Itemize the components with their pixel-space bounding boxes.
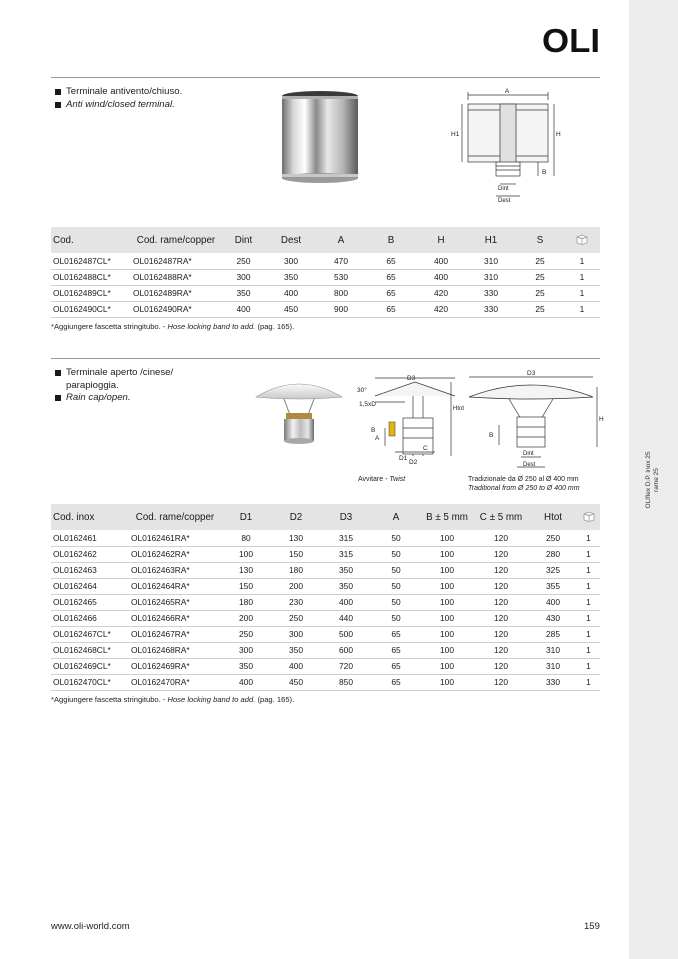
table-cell: 400	[416, 269, 466, 285]
sidebar-label-line1: OLIflex D.P. inox 25	[645, 451, 652, 509]
svg-text:1,5xD: 1,5xD	[359, 401, 376, 408]
table-cell: 120	[473, 610, 529, 626]
table-cell: OL0162468CL*	[51, 642, 129, 658]
table-cell: 1	[577, 658, 600, 674]
table-cell: 100	[421, 642, 473, 658]
col-header: D2	[271, 504, 321, 530]
table-cell: 530	[316, 269, 366, 285]
col-header: Dint	[221, 227, 266, 253]
svg-text:D2: D2	[409, 459, 418, 466]
svg-text:B: B	[489, 432, 494, 439]
table-cell: OL0162470RA*	[129, 674, 221, 690]
table-header-row	[51, 227, 600, 253]
table-row	[51, 674, 600, 690]
note-it: *Aggiungere fascetta stringitubo.	[51, 695, 161, 704]
oli-logo	[542, 22, 602, 56]
table-cell: 65	[366, 253, 416, 269]
col-header: Cod.	[51, 227, 131, 253]
svg-text:OLI: OLI	[542, 22, 600, 56]
table-cell: OL0162462	[51, 546, 129, 562]
col-header: D3	[321, 504, 371, 530]
table-cell: 120	[473, 626, 529, 642]
closed-terminal-photo	[280, 88, 360, 188]
package-icon	[564, 227, 600, 253]
table-row	[51, 578, 600, 594]
table-cell: OL0162487CL*	[51, 253, 131, 269]
rain-cap-table	[51, 504, 600, 691]
table-cell: 100	[421, 578, 473, 594]
table-cell: 900	[316, 301, 366, 317]
section2-title-it-1: Terminale aperto /cinese/	[66, 367, 174, 378]
table-cell: OL0162468RA*	[129, 642, 221, 658]
table-cell: 400	[221, 674, 271, 690]
section1-title	[55, 86, 182, 111]
svg-text:Dest: Dest	[523, 462, 536, 468]
table-cell: 120	[473, 642, 529, 658]
table-cell: 330	[466, 285, 516, 301]
table-cell: 65	[371, 674, 421, 690]
table-cell: 250	[529, 530, 577, 546]
table-cell: 1	[577, 674, 600, 690]
col-header: S	[516, 227, 564, 253]
table-cell: OL0162470CL*	[51, 674, 129, 690]
bullet-icon	[55, 102, 61, 108]
table-cell: 250	[271, 610, 321, 626]
table-cell: 65	[371, 626, 421, 642]
closed-terminal-diagram	[448, 86, 568, 208]
rain-cap-traditional-diagram	[465, 365, 605, 473]
table-cell: 420	[416, 285, 466, 301]
table-cell: 310	[466, 253, 516, 269]
svg-text:Htot: Htot	[453, 406, 465, 412]
table-cell: OL0162464	[51, 578, 129, 594]
table-cell: 300	[266, 253, 316, 269]
table-cell: OL0162488RA*	[131, 269, 221, 285]
traditional-caption-it: Tradizionale da Ø 250 al Ø 400 mm	[468, 476, 579, 483]
table-cell: 450	[266, 301, 316, 317]
table-cell: 300	[271, 626, 321, 642]
table-row	[51, 642, 600, 658]
table-cell: 355	[529, 578, 577, 594]
table-cell: 310	[529, 642, 577, 658]
table-cell: 350	[321, 578, 371, 594]
sidebar-label-line2: rame 25	[653, 468, 660, 492]
table-cell: OL0162487RA*	[131, 253, 221, 269]
table-cell: 400	[321, 594, 371, 610]
package-icon	[577, 504, 600, 530]
table-cell: 325	[529, 562, 577, 578]
col-header: Cod. rame/copper	[131, 227, 221, 253]
table-cell: 350	[221, 285, 266, 301]
table-header-row	[51, 504, 600, 530]
rain-cap-twist-diagram	[355, 368, 465, 472]
table-cell: 65	[366, 285, 416, 301]
section2-title	[55, 367, 173, 405]
note-en: Hose locking band to add.	[167, 695, 256, 704]
table-row	[51, 530, 600, 546]
col-header: A	[316, 227, 366, 253]
table-cell: 350	[221, 658, 271, 674]
table-cell: 330	[466, 301, 516, 317]
table-cell: 250	[221, 626, 271, 642]
table-cell: 400	[529, 594, 577, 610]
footer-url[interactable]: www.oli-world.com	[51, 921, 130, 932]
table-cell: 720	[321, 658, 371, 674]
svg-text:A: A	[375, 435, 380, 442]
table-cell: 400	[271, 658, 321, 674]
svg-text:Dest: Dest	[498, 198, 511, 204]
svg-text:Dint: Dint	[523, 451, 534, 457]
table-cell: 300	[221, 269, 266, 285]
page-number: 159	[584, 921, 600, 932]
svg-text:D3: D3	[407, 375, 416, 382]
table-cell: OL0162467CL*	[51, 626, 129, 642]
section2-title-it-2: parapioggia.	[66, 379, 119, 391]
section1-title-en: Anti wind/closed terminal.	[66, 98, 175, 110]
table-cell: 120	[473, 562, 529, 578]
table-cell: 315	[321, 546, 371, 562]
svg-text:H: H	[599, 416, 604, 423]
bullet-icon	[55, 370, 61, 376]
table-cell: 230	[271, 594, 321, 610]
table-cell: 280	[529, 546, 577, 562]
table-cell: 80	[221, 530, 271, 546]
table-cell: 100	[221, 546, 271, 562]
table-cell: OL0162467RA*	[129, 626, 221, 642]
table-cell: OL0162466RA*	[129, 610, 221, 626]
table-cell: 50	[371, 594, 421, 610]
traditional-caption	[468, 475, 580, 493]
table-cell: 130	[271, 530, 321, 546]
table-cell: 100	[421, 530, 473, 546]
svg-text:D1: D1	[399, 455, 408, 462]
table-cell: 150	[271, 546, 321, 562]
table-cell: 400	[221, 301, 266, 317]
table-row	[51, 658, 600, 674]
col-header: H	[416, 227, 466, 253]
table-cell: 200	[221, 610, 271, 626]
table-cell: 100	[421, 674, 473, 690]
table-cell: 1	[577, 594, 600, 610]
table-cell: 300	[221, 642, 271, 658]
bullet-icon	[55, 395, 61, 401]
table-row	[51, 301, 600, 317]
table-cell: OL0162489CL*	[51, 285, 131, 301]
table-cell: 1	[564, 269, 600, 285]
table-cell: 65	[366, 269, 416, 285]
table-cell: 120	[473, 658, 529, 674]
table-cell: OL0162489RA*	[131, 285, 221, 301]
table-cell: 120	[473, 674, 529, 690]
table-cell: OL0162461	[51, 530, 129, 546]
table-cell: 65	[371, 658, 421, 674]
note-en: Hose locking band to add.	[167, 322, 256, 331]
table-cell: 310	[529, 658, 577, 674]
table-note: *Aggiungere fascetta stringitubo. - Hose locking band to add. (pag. 165).	[51, 322, 295, 331]
table-cell: 25	[516, 301, 564, 317]
rain-cap-photo	[254, 375, 344, 447]
table-cell: 400	[416, 253, 466, 269]
divider	[51, 77, 600, 78]
col-header: D1	[221, 504, 271, 530]
svg-text:C: C	[423, 445, 428, 452]
bullet-icon	[55, 89, 61, 95]
svg-text:B: B	[371, 427, 376, 434]
table-cell: 1	[564, 285, 600, 301]
section2-title-en: Rain cap/open.	[66, 392, 131, 404]
table-cell: 100	[421, 546, 473, 562]
table-cell: 100	[421, 610, 473, 626]
table-cell: 330	[529, 674, 577, 690]
table-cell: 440	[321, 610, 371, 626]
table-cell: 470	[316, 253, 366, 269]
table-row	[51, 253, 600, 269]
table-cell: 600	[321, 642, 371, 658]
note-ref: (pag. 165).	[257, 695, 295, 704]
col-header: Htot	[529, 504, 577, 530]
sidebar-label	[645, 452, 661, 509]
table-cell: 1	[577, 578, 600, 594]
table-cell: 25	[516, 269, 564, 285]
note-ref: (pag. 165).	[257, 322, 295, 331]
table-row	[51, 285, 600, 301]
table-cell: 1	[577, 642, 600, 658]
table-cell: 310	[466, 269, 516, 285]
table-note: *Aggiungere fascetta stringitubo. - Hose locking band to add. (pag. 165).	[51, 695, 295, 704]
table-cell: 450	[271, 674, 321, 690]
svg-text:Dint: Dint	[498, 186, 509, 192]
table-cell: OL0162465RA*	[129, 594, 221, 610]
table-cell: 1	[577, 562, 600, 578]
table-cell: 50	[371, 562, 421, 578]
section1-title-it: Terminale antivento/chiuso.	[66, 86, 183, 97]
table-cell: OL0162461RA*	[129, 530, 221, 546]
table-cell: 100	[421, 658, 473, 674]
table-cell: 1	[577, 530, 600, 546]
closed-terminal-table	[51, 227, 600, 318]
table-cell: 285	[529, 626, 577, 642]
table-cell: OL0162490CL*	[51, 301, 131, 317]
table-cell: OL0162466	[51, 610, 129, 626]
table-cell: 180	[221, 594, 271, 610]
col-header: Cod. rame/copper	[129, 504, 221, 530]
table-cell: OL0162462RA*	[129, 546, 221, 562]
twist-caption-en: Twist	[389, 476, 406, 483]
table-cell: 65	[366, 301, 416, 317]
col-header: H1	[466, 227, 516, 253]
table-row	[51, 626, 600, 642]
table-cell: 250	[221, 253, 266, 269]
table-cell: OL0162488CL*	[51, 269, 131, 285]
table-cell: 1	[577, 546, 600, 562]
table-cell: 420	[416, 301, 466, 317]
table-cell: 120	[473, 578, 529, 594]
table-cell: 1	[564, 301, 600, 317]
traditional-caption-en: Traditional from Ø 250 to Ø 400 mm	[468, 485, 580, 492]
table-cell: 50	[371, 578, 421, 594]
table-cell: OL0162469RA*	[129, 658, 221, 674]
col-header: Dest	[266, 227, 316, 253]
note-it: *Aggiungere fascetta stringitubo.	[51, 322, 161, 331]
twist-caption	[358, 475, 405, 484]
table-cell: 180	[271, 562, 321, 578]
table-cell: 850	[321, 674, 371, 690]
table-cell: 120	[473, 530, 529, 546]
col-header: B	[366, 227, 416, 253]
table-cell: 130	[221, 562, 271, 578]
table-row	[51, 562, 600, 578]
table-cell: 100	[421, 594, 473, 610]
table-cell: 315	[321, 530, 371, 546]
table-cell: 25	[516, 253, 564, 269]
table-cell: 100	[421, 562, 473, 578]
col-header: A	[371, 504, 421, 530]
table-cell: OL0162469CL*	[51, 658, 129, 674]
svg-text:D3: D3	[527, 370, 536, 377]
table-cell: 150	[221, 578, 271, 594]
table-cell: 500	[321, 626, 371, 642]
col-header: Cod. inox	[51, 504, 129, 530]
svg-text:H: H	[556, 131, 561, 138]
table-cell: 120	[473, 594, 529, 610]
table-cell: OL0162464RA*	[129, 578, 221, 594]
table-cell: 50	[371, 530, 421, 546]
table-row	[51, 610, 600, 626]
table-cell: OL0162463RA*	[129, 562, 221, 578]
table-cell: 800	[316, 285, 366, 301]
table-cell: 100	[421, 626, 473, 642]
table-cell: 400	[266, 285, 316, 301]
divider	[51, 358, 600, 359]
table-cell: 120	[473, 546, 529, 562]
svg-text:A: A	[504, 88, 510, 95]
table-cell: OL0162463	[51, 562, 129, 578]
table-cell: 65	[371, 642, 421, 658]
table-cell: 50	[371, 610, 421, 626]
table-cell: 50	[371, 546, 421, 562]
table-cell: 1	[577, 610, 600, 626]
table-row	[51, 546, 600, 562]
table-cell: 350	[271, 642, 321, 658]
table-cell: 25	[516, 285, 564, 301]
table-cell: 430	[529, 610, 577, 626]
table-cell: 350	[266, 269, 316, 285]
table-cell: OL0162465	[51, 594, 129, 610]
table-row	[51, 594, 600, 610]
col-header: C ± 5 mm	[473, 504, 529, 530]
table-cell: 350	[321, 562, 371, 578]
table-cell: 200	[271, 578, 321, 594]
svg-text:H1: H1	[451, 131, 460, 138]
table-cell: OL0162490RA*	[131, 301, 221, 317]
col-header: B ± 5 mm	[421, 504, 473, 530]
table-cell: 1	[577, 626, 600, 642]
table-row	[51, 269, 600, 285]
svg-text:30°: 30°	[357, 387, 367, 394]
table-cell: 1	[564, 253, 600, 269]
svg-text:B: B	[542, 169, 547, 176]
twist-caption-it: Avvitare -	[358, 476, 388, 483]
